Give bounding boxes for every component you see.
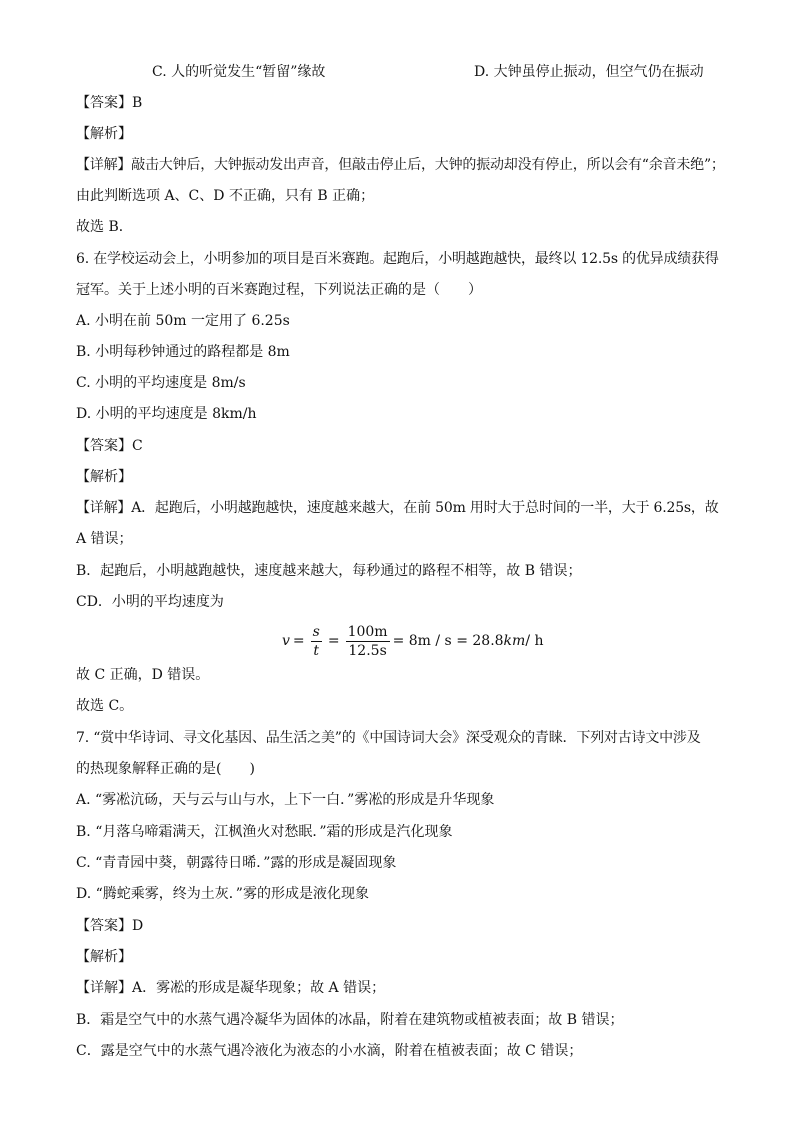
explanation-line: 由此判断选项 A、C、D 不正确，只有 B 正确； — [76, 188, 375, 204]
fraction-s-over-t — [311, 623, 322, 660]
option-b-q7: B. “月落乌啼霜满天，江枫渔火对愁眠．”霜的形成是汽化现象 — [76, 824, 453, 840]
option-b-q6: B. 小明每秒钟通过的路程都是 8m — [76, 344, 290, 360]
options-row — [76, 62, 734, 82]
question-6-stem: 冠军。关于上述小明的百米赛跑过程，下列说法正确的是（ ） — [76, 282, 482, 298]
option-c-q6: C. 小明的平均速度是 8m/s — [76, 375, 246, 391]
option-d-q6: D. 小明的平均速度是 8km/h — [76, 406, 257, 422]
option-a-q6: A. 小明在前 50m 一定用了 6.25s — [76, 313, 290, 329]
conclusion-line: 故选 C。 — [76, 698, 134, 714]
analysis-label-q5: 【解析】 — [76, 126, 132, 142]
answer-label-q6: 【答案】C — [76, 438, 143, 454]
option-d-q5: D. 大钟虽停止振动，但空气仍在振动 — [474, 64, 704, 80]
explanation-line: 【详解】A．雾凇的形成是凝华现象；故 A 错误； — [76, 980, 386, 996]
conclusion-line: 故选 B． — [76, 219, 133, 235]
option-c-q7: C. “青青园中葵，朝露待日晞．”露的形成是凝固现象 — [76, 855, 397, 871]
velocity-formula — [282, 620, 544, 662]
fraction-distance-over-time — [346, 623, 390, 660]
answer-label-q7: 【答案】D — [76, 918, 144, 934]
explanation-line: C．露是空气中的水蒸气遇冷液化为液态的小水滴，附着在植被表面；故 C 错误； — [76, 1043, 583, 1059]
explanation-line: B．起跑后，小明越跑越快，速度越来越大，每秒通过的路程不相等，故 B 错误； — [76, 563, 582, 579]
explanation-line: 【详解】A．起跑后，小明越跑越快，速度越来越大，在前 50m 用时大于总时间的一半，大于 6.25s，故 — [76, 500, 719, 516]
formula-result: = 8m / s = 28.8 — [392, 633, 504, 649]
formula-equals: = — [327, 633, 340, 649]
analysis-label-q6: 【解析】 — [76, 469, 132, 485]
formula-km: km — [503, 633, 526, 649]
explanation-line: CD．小明的平均速度为 — [76, 594, 224, 610]
explanation-line: B．霜是空气中的水蒸气遇冷凝华为固体的冰晶，附着在建筑物或植被表面；故 B 错误； — [76, 1012, 624, 1028]
question-6-stem: 6. 在学校运动会上，小明参加的项目是百米赛跑。起跑后，小明越跑越快，最终以 12.5s 的优异成绩获得 — [76, 251, 719, 267]
explanation-line: A 错误； — [76, 531, 133, 547]
explanation-line: 【详解】敲击大钟后，大钟振动发出声音，但敲击停止后，大钟的振动却没有停止，所以会有“余音未绝”； — [76, 157, 725, 173]
formula-unit: / h — [525, 633, 544, 649]
formula-denominator: 12.5s — [348, 642, 387, 659]
formula-s: s — [312, 623, 320, 640]
answer-label-q5: 【答案】B — [76, 95, 143, 111]
question-7-stem: 7. “赏中华诗词、寻文化基因、品生活之美”的《中国诗词大会》深受观众的青睐．下列对古诗文中涉及 — [76, 730, 701, 746]
analysis-label-q7: 【解析】 — [76, 949, 132, 965]
option-a-q7: A. “雾凇沆砀，天与云与山与水，上下一白．”雾凇的形成是升华现象 — [76, 792, 495, 808]
formula-equals: = — [292, 633, 305, 649]
formula-v: v — [282, 633, 290, 649]
formula-t: t — [313, 642, 320, 659]
option-d-q7: D. “腾蛇乘雾，终为土灰．”雾的形成是液化现象 — [76, 886, 369, 902]
explanation-line: 故 C 正确，D 错误。 — [76, 667, 210, 683]
formula-numerator: 100m — [347, 623, 388, 640]
option-c-q5: C. 人的听觉发生“暂留”缘故 — [152, 64, 326, 80]
question-7-stem: 的热现象解释正确的是( ) — [76, 761, 255, 777]
